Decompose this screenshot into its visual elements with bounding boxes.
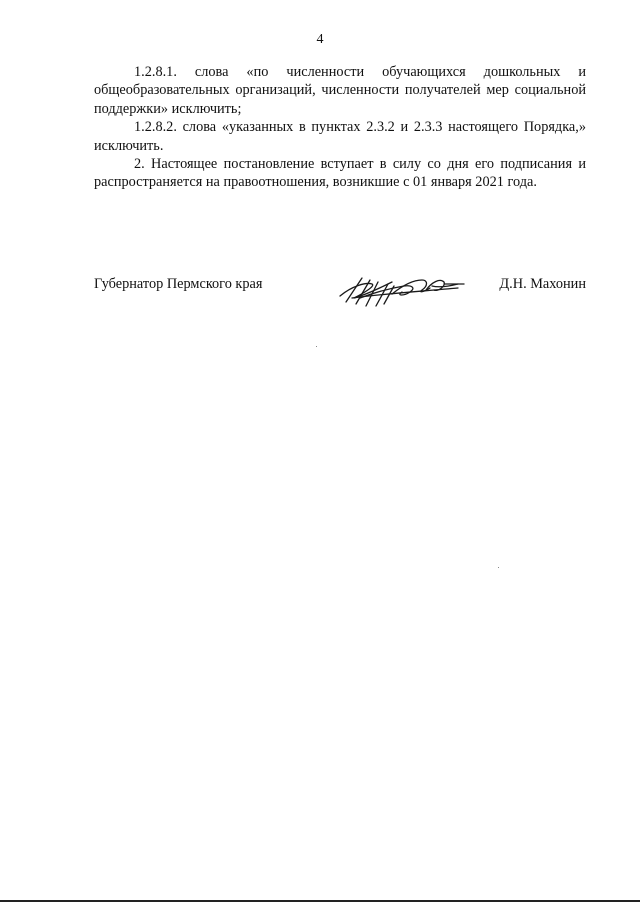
scan-speck [316,346,317,347]
paragraph-2: 2. Настоящее постановление вступает в силу со дня его подписания и распространяется на правоотношения, возникшие с 01 января 2021 года. [94,156,586,191]
paragraph-1-2-8-2: 1.2.8.2. слова «указанных в пунктах 2.3.2 и 2.3.3 настоящего Порядка,» исключить. [94,119,586,154]
signature-block [94,268,586,318]
signatory-name: Д.Н. Махонин [499,276,586,292]
scan-edge-line [0,900,640,902]
scan-speck [498,567,499,568]
signatory-title: Губернатор Пермского края [94,276,263,292]
handwritten-signature-icon [332,268,472,314]
page-number: 4 [316,32,324,47]
document-body [94,63,586,192]
paragraph-1-2-8-1: 1.2.8.1. слова «по численности обучающихся дошкольных и общеобразовательных организаций, численности получателей мер социальной поддержки» исключить; [94,64,586,117]
